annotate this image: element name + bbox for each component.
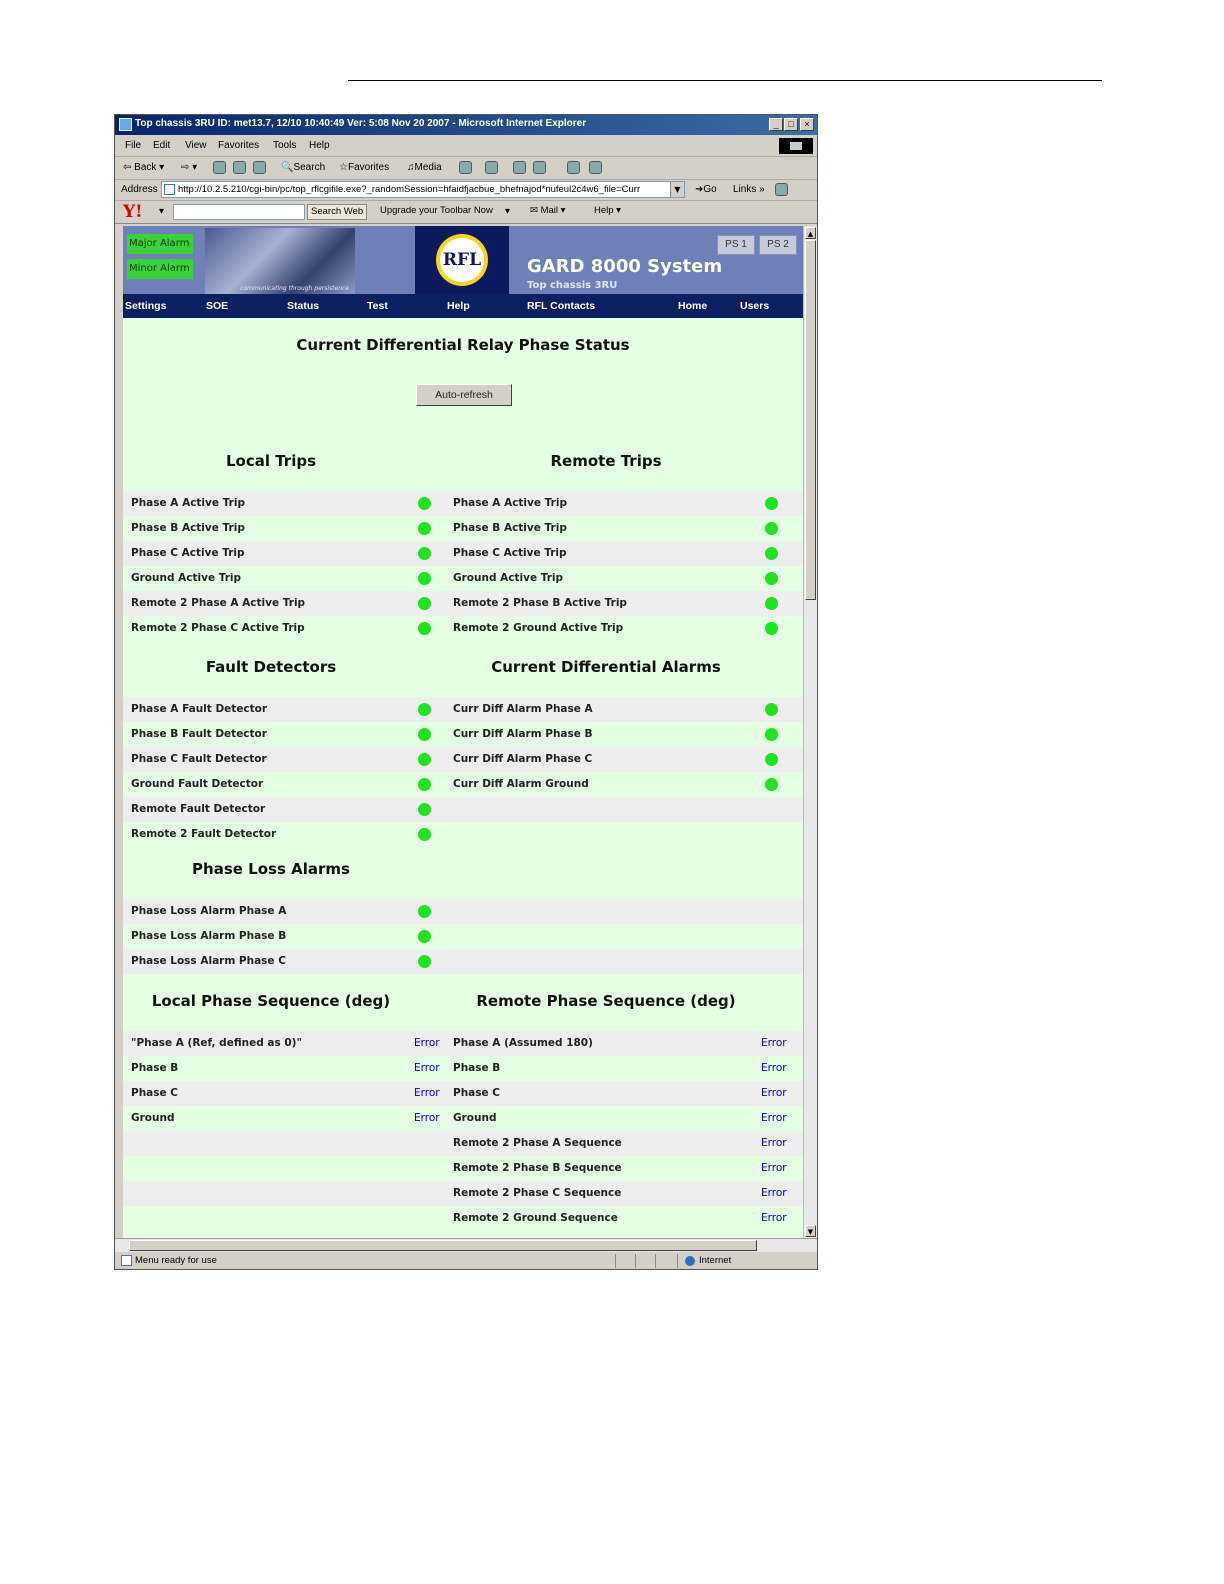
local-seq-value-link[interactable]: Error: [414, 1087, 440, 1099]
help-label: Help: [594, 205, 614, 216]
minimize-button[interactable]: _: [769, 118, 783, 131]
menu-help[interactable]: Help: [309, 140, 330, 151]
yahoo-logo[interactable]: Y!: [123, 202, 143, 222]
scroll-down-icon[interactable]: ▼: [805, 1225, 816, 1237]
phase-loss-label: Phase Loss Alarm Phase B: [131, 930, 287, 942]
ps1-indicator[interactable]: PS 1: [717, 235, 755, 255]
status-row: [123, 722, 803, 747]
status-led-icon: [418, 828, 431, 841]
remote-seq-label: Phase C: [453, 1087, 500, 1099]
fault-detectors-heading: Fault Detectors: [205, 658, 337, 676]
remote-seq-value-link[interactable]: Error: [761, 1137, 787, 1149]
upgrade-toolbar-link[interactable]: Upgrade your Toolbar Now: [380, 205, 493, 216]
nav-help[interactable]: Help: [447, 300, 470, 312]
status-row: [123, 491, 803, 516]
menu-edit[interactable]: Edit: [153, 140, 171, 151]
ie-page-icon: [119, 118, 132, 131]
system-name: GARD 8000 System: [527, 256, 723, 277]
fault-detectors-label: Phase B Fault Detector: [131, 728, 267, 740]
mail-icon[interactable]: [485, 161, 498, 174]
address-input[interactable]: [161, 181, 685, 198]
document-rule: [348, 80, 1102, 81]
yahoo-dropdown-icon[interactable]: ▾: [159, 206, 165, 217]
status-row: [123, 616, 803, 641]
stop-icon[interactable]: [213, 161, 226, 174]
local-trips-label: Remote 2 Phase A Active Trip: [131, 597, 306, 609]
menu-view[interactable]: View: [185, 140, 207, 151]
fault-detectors-label: Phase A Fault Detector: [131, 703, 268, 715]
status-led-icon: [418, 547, 431, 560]
windows-logo-icon: [779, 138, 813, 154]
scroll-thumb[interactable]: [805, 240, 816, 600]
address-label: Address: [121, 184, 158, 195]
history-icon[interactable]: [459, 161, 472, 174]
cd-alarms-label: Curr Diff Alarm Ground: [453, 778, 589, 790]
print-icon[interactable]: [513, 161, 526, 174]
status-divider: [615, 1254, 616, 1268]
ps2-indicator[interactable]: PS 2: [759, 235, 797, 255]
yahoo-search-input[interactable]: [173, 204, 305, 220]
cd-alarms-heading: Current Differential Alarms: [491, 658, 721, 676]
yahoo-toolbar: [115, 201, 817, 224]
content-left-margin: [115, 226, 123, 1238]
search-label: Search: [293, 162, 326, 173]
status-row: [123, 541, 803, 566]
status-divider: [677, 1254, 678, 1268]
menu-file[interactable]: File: [125, 140, 142, 151]
status-row: [123, 516, 803, 541]
status-message: Menu ready for use: [135, 1255, 217, 1266]
status-page-icon: [121, 1255, 132, 1266]
page-content: [123, 226, 803, 1238]
status-row: [123, 566, 803, 591]
remote-seq-heading: Remote Phase Sequence (deg): [476, 992, 736, 1010]
local-seq-value-link[interactable]: Error: [414, 1112, 440, 1124]
local-seq-value-link[interactable]: Error: [414, 1037, 440, 1049]
local-seq-label: "Phase A (Ref, defined as 0)": [131, 1037, 302, 1049]
status-led-icon: [418, 703, 431, 716]
photo-tagline: communicating through persistence: [240, 285, 349, 292]
remote-trips-label: Phase A Active Trip: [453, 497, 567, 509]
local-trips-label: Phase A Active Trip: [131, 497, 245, 509]
sequence-row: [123, 1131, 803, 1156]
maximize-button[interactable]: □: [784, 118, 798, 131]
status-bar: [115, 1252, 817, 1270]
remote-seq-label: Remote 2 Phase A Sequence: [453, 1137, 622, 1149]
nav-bar: [123, 294, 803, 318]
cd-alarms-label: Curr Diff Alarm Phase B: [453, 728, 593, 740]
links-button[interactable]: Links »: [733, 184, 765, 195]
sequence-row: [123, 1156, 803, 1181]
horizontal-scrollbar[interactable]: [115, 1238, 817, 1252]
remote-seq-value-link[interactable]: Error: [761, 1187, 787, 1199]
status-led-icon: [765, 497, 778, 510]
links-label: Links: [733, 184, 757, 195]
sequence-row: [123, 1031, 803, 1056]
remote-seq-value-link[interactable]: Error: [761, 1162, 787, 1174]
fault-detectors-label: Phase C Fault Detector: [131, 753, 267, 765]
window-title: Top chassis 3RU ID: met13.7, 12/10 10:40:49 Ver: 5:08 Nov 20 2007 - Microsoft Internet Explorer: [135, 118, 587, 129]
status-led-icon: [418, 497, 431, 510]
status-led-icon: [418, 572, 431, 585]
status-divider: [655, 1254, 656, 1268]
nav-status[interactable]: Status: [287, 300, 320, 312]
remote-seq-label: Phase B: [453, 1062, 501, 1074]
status-led-icon: [418, 753, 431, 766]
phase-loss-label: Phase Loss Alarm Phase A: [131, 905, 287, 917]
menu-bar: [115, 136, 817, 157]
cd-alarms-label: Curr Diff Alarm Phase A: [453, 703, 593, 715]
local-trips-label: Ground Active Trip: [131, 572, 242, 584]
nav-rfl-contacts[interactable]: RFL Contacts: [527, 300, 596, 312]
edit-icon[interactable]: [533, 161, 546, 174]
remote-seq-label: Remote 2 Phase B Sequence: [453, 1162, 622, 1174]
nav-settings[interactable]: Settings: [125, 300, 167, 312]
status-row: [123, 797, 803, 822]
favorites-label: Favorites: [347, 162, 390, 173]
media-label: Media: [414, 162, 442, 173]
search-web-button[interactable]: Search Web: [307, 204, 367, 220]
cd-alarms-label: Curr Diff Alarm Phase C: [453, 753, 593, 765]
status-led-icon: [418, 522, 431, 535]
sequence-row: [123, 1056, 803, 1081]
go-label: Go: [703, 184, 717, 195]
remote-seq-value-link[interactable]: Error: [761, 1112, 787, 1124]
minor-alarm-indicator: Minor Alarm: [127, 259, 193, 279]
back-button[interactable]: ⇦ Back ▾: [123, 162, 165, 173]
auto-refresh-button[interactable]: Auto-refresh: [416, 384, 512, 406]
internet-zone-icon: [685, 1256, 695, 1266]
media-button[interactable]: ♫Media: [407, 162, 442, 173]
status-led-icon: [765, 522, 778, 535]
remote-trips-label: Ground Active Trip: [453, 572, 564, 584]
scroll-up-icon[interactable]: ▲: [805, 227, 816, 239]
status-led-icon: [418, 930, 431, 943]
address-bar: [115, 180, 817, 201]
fault-detectors-label: Ground Fault Detector: [131, 778, 264, 790]
status-led-icon: [765, 728, 778, 741]
messenger-icon[interactable]: [589, 161, 602, 174]
nav-home[interactable]: Home: [678, 300, 708, 312]
standard-toolbar: [115, 157, 817, 180]
security-zone: Internet: [699, 1255, 732, 1266]
local-seq-label: Phase C: [131, 1087, 178, 1099]
status-row: [123, 949, 803, 974]
nav-users[interactable]: Users: [740, 300, 770, 312]
forward-button[interactable]: ⇨ ▾: [181, 162, 198, 173]
menu-favorites[interactable]: Favorites: [218, 140, 260, 151]
upgrade-dropdown-icon[interactable]: ▾: [505, 206, 511, 217]
nav-test[interactable]: Test: [367, 300, 388, 312]
status-led-icon: [418, 597, 431, 610]
nav-soe[interactable]: SOE: [206, 300, 229, 312]
status-row: [123, 591, 803, 616]
phase-loss-heading: Phase Loss Alarms: [192, 860, 350, 878]
local-seq-heading: Local Phase Sequence (deg): [151, 992, 391, 1010]
status-led-icon: [418, 803, 431, 816]
browser-window: [114, 114, 818, 1270]
sequence-row: [123, 1081, 803, 1106]
page-icon: [164, 184, 175, 195]
status-led-icon: [418, 955, 431, 968]
local-trips-label: Remote 2 Phase C Active Trip: [131, 622, 305, 634]
remote-seq-label: Remote 2 Phase C Sequence: [453, 1187, 622, 1199]
status-divider: [635, 1254, 636, 1268]
status-led-icon: [418, 622, 431, 635]
local-seq-label: Ground: [131, 1112, 175, 1124]
status-row: [123, 747, 803, 772]
status-led-icon: [765, 547, 778, 560]
home-icon[interactable]: [253, 161, 266, 174]
remote-seq-value-link[interactable]: Error: [761, 1212, 787, 1224]
remote-trips-label: Remote 2 Phase B Active Trip: [453, 597, 627, 609]
remote-seq-value-link[interactable]: Error: [761, 1037, 787, 1049]
remote-trips-label: Phase B Active Trip: [453, 522, 567, 534]
local-trips-label: Phase B Active Trip: [131, 522, 245, 534]
phase-loss-label: Phase Loss Alarm Phase C: [131, 955, 286, 967]
address-url: http://10.2.5.210/cgi-bin/pc/top_rflcgifile.exe?_randomSession=hfaidfjacbue_bhefnajod*nufeul2c4w6_file=Curr: [178, 184, 641, 195]
mail-button[interactable]: ✉ Mail ▾: [530, 205, 566, 216]
remote-trips-label: Phase C Active Trip: [453, 547, 567, 559]
remote-seq-label: Remote 2 Ground Sequence: [453, 1212, 618, 1224]
status-row: [123, 899, 803, 924]
back-label: Back: [134, 162, 157, 173]
sequence-row: [123, 1206, 803, 1231]
discuss-icon[interactable]: [567, 161, 580, 174]
remote-seq-value-link[interactable]: Error: [761, 1087, 787, 1099]
status-led-icon: [765, 753, 778, 766]
address-dropdown-icon[interactable]: ▼: [670, 182, 684, 197]
page-title: Current Differential Relay Phase Status: [296, 336, 630, 354]
status-led-icon: [765, 597, 778, 610]
fault-detectors-label: Remote Fault Detector: [131, 803, 266, 815]
status-led-icon: [418, 778, 431, 791]
status-led-icon: [765, 622, 778, 635]
go-button[interactable]: ➜Go: [695, 184, 717, 195]
local-trips-heading: Local Trips: [225, 452, 317, 470]
fault-detectors-label: Remote 2 Fault Detector: [131, 828, 277, 840]
help-button[interactable]: Help ▾: [594, 205, 621, 216]
vertical-scrollbar[interactable]: [803, 226, 817, 1238]
title-bar[interactable]: [115, 115, 817, 135]
search-button[interactable]: 🔍Search: [281, 162, 326, 173]
status-led-icon: [765, 703, 778, 716]
status-row: [123, 822, 803, 847]
status-led-icon: [765, 572, 778, 585]
remote-trips-label: Remote 2 Ground Active Trip: [453, 622, 624, 634]
chassis-name: Top chassis 3RU: [527, 280, 618, 291]
header-photo: [205, 228, 355, 294]
local-seq-value-link[interactable]: Error: [414, 1062, 440, 1074]
status-led-icon: [418, 905, 431, 918]
remote-seq-value-link[interactable]: Error: [761, 1062, 787, 1074]
sequence-row: [123, 1181, 803, 1206]
remote-trips-heading: Remote Trips: [550, 452, 662, 470]
remote-seq-label: Phase A (Assumed 180): [453, 1037, 593, 1049]
remote-seq-label: Ground: [453, 1112, 497, 1124]
rfl-logo-text: RFL: [440, 238, 484, 282]
status-led-icon: [418, 728, 431, 741]
mail-label: Mail: [540, 205, 559, 216]
local-trips-label: Phase C Active Trip: [131, 547, 245, 559]
status-row: [123, 772, 803, 797]
local-seq-label: Phase B: [131, 1062, 179, 1074]
rfl-logo: [415, 226, 509, 294]
menu-tools[interactable]: Tools: [273, 140, 297, 151]
status-row: [123, 924, 803, 949]
status-led-icon: [765, 778, 778, 791]
favorites-button[interactable]: ☆Favorites: [339, 162, 390, 173]
gard-header: [123, 226, 803, 294]
close-button[interactable]: ×: [800, 118, 814, 131]
hscroll-thumb[interactable]: [129, 1240, 757, 1251]
refresh-icon[interactable]: [233, 161, 246, 174]
major-alarm-indicator: Major Alarm: [127, 234, 193, 254]
toolbar-extra-icon[interactable]: [775, 183, 788, 196]
status-row: [123, 697, 803, 722]
sequence-row: [123, 1106, 803, 1131]
